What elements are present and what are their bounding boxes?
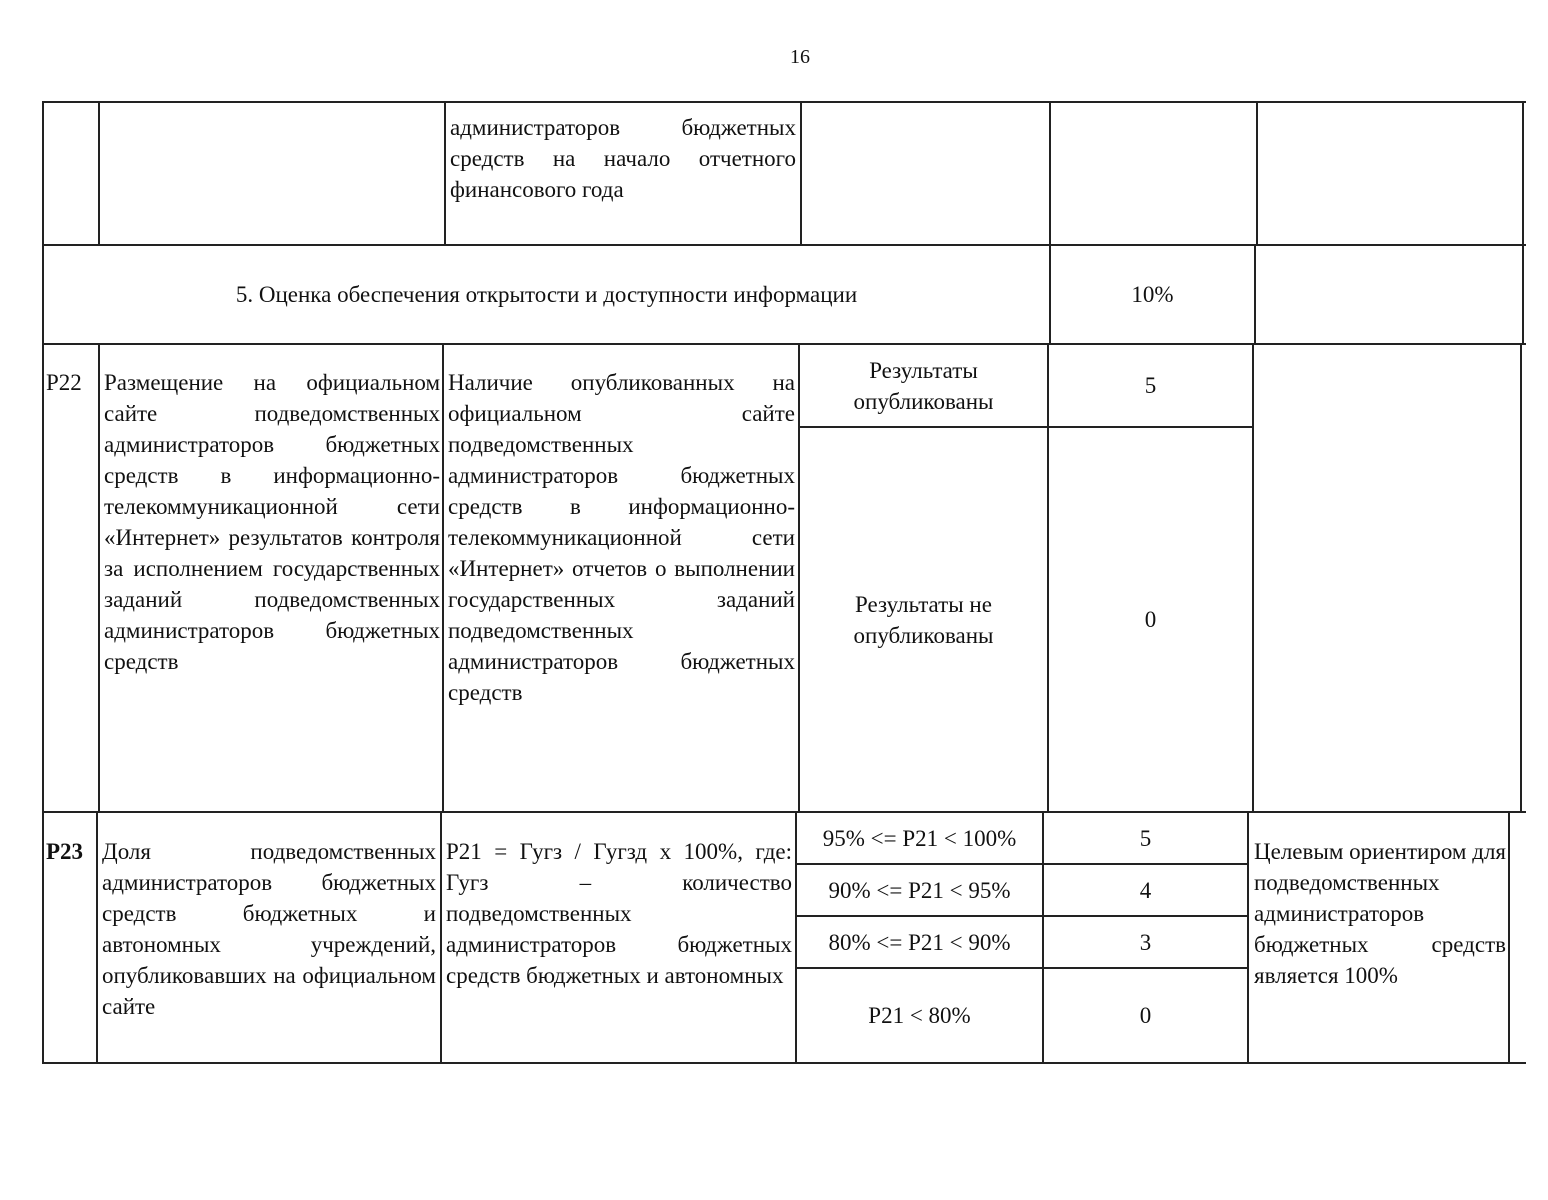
p22-condition-score: 0 bbox=[1144, 607, 1157, 632]
table-rule bbox=[1522, 244, 1524, 343]
table-rule bbox=[800, 101, 802, 244]
continuation-indicator-cell: администраторов бюджетных средств на начало отчетного финансового года bbox=[450, 115, 796, 202]
p23-condition-label: 80% <= P21 < 90% bbox=[828, 929, 1011, 955]
p23-comment: Целевым ориентиром для подведомственных администраторов бюджетных средств является 100% bbox=[1254, 839, 1506, 988]
p22-formula: Наличие опубликованных на официальном сайте подведомственных администраторов бюджетных средств в информационно-телекоммуникационной сети «Интернет» отчетов о выполнении государственных заданий подведомственных администраторов бюджетных средств bbox=[448, 370, 795, 705]
table-rule bbox=[42, 101, 1526, 103]
table-rule bbox=[42, 811, 44, 1062]
table-rule bbox=[1520, 343, 1522, 811]
p23-condition-score: 5 bbox=[1139, 825, 1152, 851]
p22-indicator-name: Размещение на официальном сайте подведомственных администраторов бюджетных средств в информационно-телекоммуникационной сети «Интернет» результатов контроля за исполнением государственных заданий подведомственных администраторов бюджетных средств bbox=[104, 370, 440, 674]
table-rule bbox=[42, 343, 44, 811]
section-weight: 10% bbox=[1131, 282, 1174, 307]
p23-condition-score: 0 bbox=[1139, 1003, 1152, 1028]
p23-formula: P21 = Гугз / Гугзд х 100%, где: Гугз – количество подведомственных администраторов бюджетных средств бюджетных и автономных bbox=[446, 839, 792, 988]
p23-condition-label: P21 < 80% bbox=[868, 1003, 971, 1028]
table-rule bbox=[98, 101, 100, 244]
p22-condition-label: Результаты не опубликованы bbox=[853, 591, 994, 648]
table-rule bbox=[1254, 244, 1256, 343]
table-rule bbox=[42, 1062, 1526, 1064]
table-rule bbox=[440, 811, 442, 1062]
section-title: 5. Оценка обеспечения открытости и доступности информации bbox=[235, 282, 858, 307]
table-rule bbox=[1522, 101, 1524, 244]
table-rule bbox=[98, 343, 100, 811]
p23-condition-score: 4 bbox=[1139, 877, 1152, 903]
p22-condition-score: 5 bbox=[1144, 373, 1157, 398]
table-rule bbox=[42, 811, 1526, 813]
p22-code: P22 bbox=[46, 370, 82, 395]
p23-condition-label: 95% <= P21 < 100% bbox=[822, 825, 1017, 851]
p23-code: P23 bbox=[46, 839, 84, 864]
table-rule bbox=[1252, 343, 1254, 811]
table-rule bbox=[1247, 811, 1249, 1062]
table-rule bbox=[1508, 811, 1510, 1062]
p23-condition-score: 3 bbox=[1139, 929, 1152, 955]
table-rule bbox=[444, 101, 446, 244]
p23-condition-label: 90% <= P21 < 95% bbox=[828, 877, 1011, 903]
table-rule bbox=[42, 343, 1526, 345]
table-rule bbox=[442, 343, 444, 811]
table-rule bbox=[1256, 101, 1258, 244]
p22-condition-label: Результаты опубликованы bbox=[853, 357, 994, 414]
table-rule bbox=[42, 101, 44, 244]
criteria-table bbox=[42, 101, 1526, 1064]
page-number: 16 bbox=[790, 46, 810, 68]
table-rule bbox=[96, 811, 98, 1062]
p23-indicator-name: Доля подведомственных администраторов бюджетных средств бюджетных и автономных учреждений, опубликовавших на официальном сайте bbox=[102, 839, 436, 1019]
table-rule bbox=[1049, 101, 1051, 244]
